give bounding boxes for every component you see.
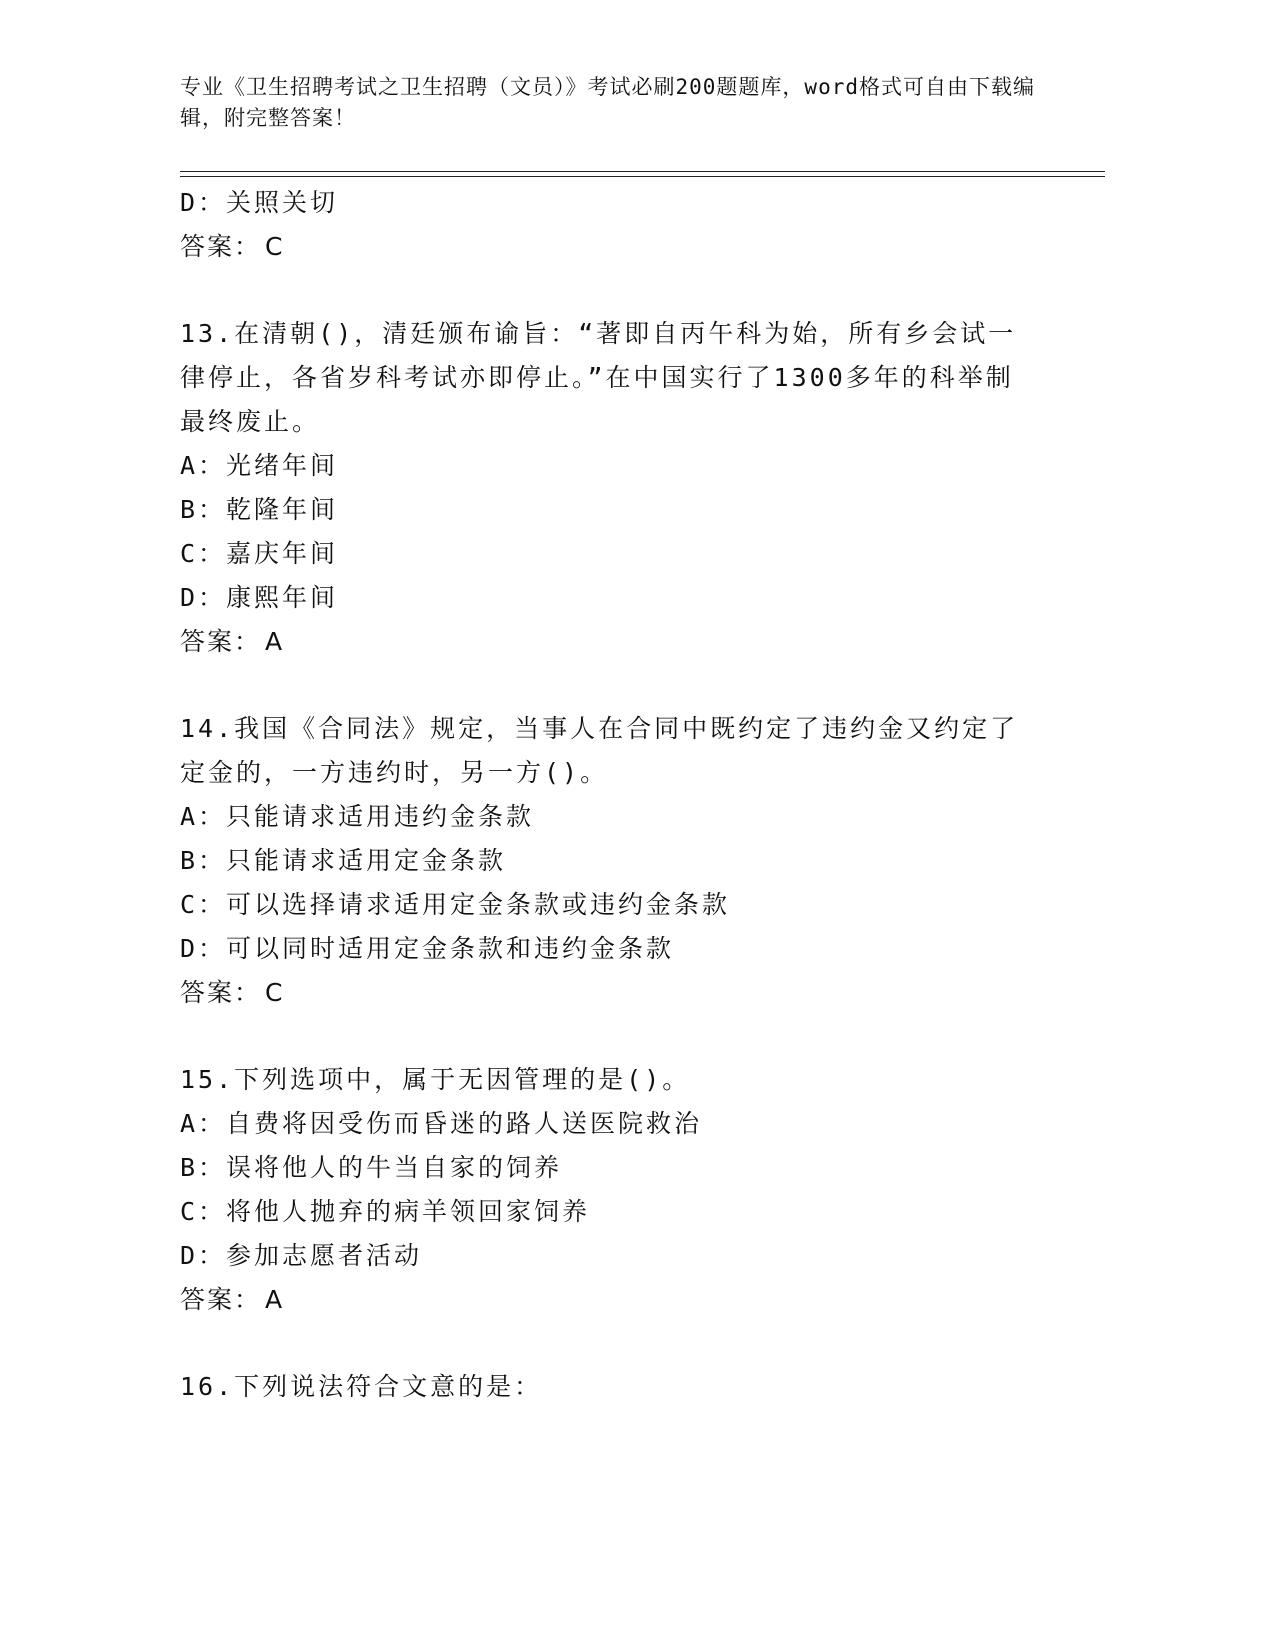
answer-value: A [265, 627, 285, 656]
document-header [180, 72, 1060, 134]
option-a: A：光绪年间 [180, 451, 339, 480]
spacer [180, 664, 1040, 707]
answer-value: C [265, 232, 285, 261]
question-15 [180, 1058, 1040, 1322]
option-c: C：可以选择请求适用定金条款或违约金条款 [180, 890, 731, 919]
option-d: D：关照关切 [180, 188, 339, 217]
question-stem: 13.在清朝()，清廷颁布谕旨：“著即自丙午科为始，所有乡会试一律停止，各省岁科考试亦即停止。”在中国实行了1300多年的科举制最终废止。 [180, 319, 1017, 436]
option-d: D：可以同时适用定金条款和违约金条款 [180, 934, 675, 963]
spacer [180, 1015, 1040, 1058]
answer-value: A [265, 1285, 285, 1314]
answer-label: 答案： [180, 627, 262, 656]
option-c: C：将他人抛弃的病羊领回家饲养 [180, 1197, 591, 1226]
option-c: C：嘉庆年间 [180, 539, 339, 568]
header-rule-bottom [180, 176, 1105, 177]
question-stem: 14.我国《合同法》规定，当事人在合同中既约定了违约金又约定了定金的，一方违约时，另一方()。 [180, 714, 1019, 787]
option-b: B：乾隆年间 [180, 495, 339, 524]
option-b: B：只能请求适用定金条款 [180, 846, 507, 875]
option-b: B：误将他人的牛当自家的饲养 [180, 1153, 563, 1182]
question-stem: 15.下列选项中，属于无因管理的是()。 [180, 1065, 691, 1094]
question-stem: 16.下列说法符合文意的是： [180, 1372, 543, 1401]
question-16 [180, 1365, 1040, 1409]
header-rule-top [180, 171, 1105, 172]
answer-label: 答案： [180, 978, 262, 1007]
spacer [180, 1322, 1040, 1365]
spacer [180, 269, 1040, 312]
option-d: D：康熙年间 [180, 583, 339, 612]
option-d: D：参加志愿者活动 [180, 1241, 423, 1270]
question-13 [180, 312, 1040, 664]
answer-line [180, 225, 1040, 269]
answer-label: 答案： [180, 232, 262, 261]
answer-value: C [265, 978, 285, 1007]
answer-line [180, 971, 1040, 1015]
answer-line [180, 620, 1040, 664]
option-a: A：只能请求适用违约金条款 [180, 802, 535, 831]
document-body [180, 181, 1040, 1409]
header-text: 专业《卫生招聘考试之卫生招聘（文员）》考试必刷200题题库，word格式可自由下载编辑，附完整答案！ [180, 75, 1035, 130]
option-a: A：自费将因受伤而昏迷的路人送医院救治 [180, 1109, 703, 1138]
question-14 [180, 707, 1040, 1015]
answer-line [180, 1278, 1040, 1322]
answer-label: 答案： [180, 1285, 262, 1314]
